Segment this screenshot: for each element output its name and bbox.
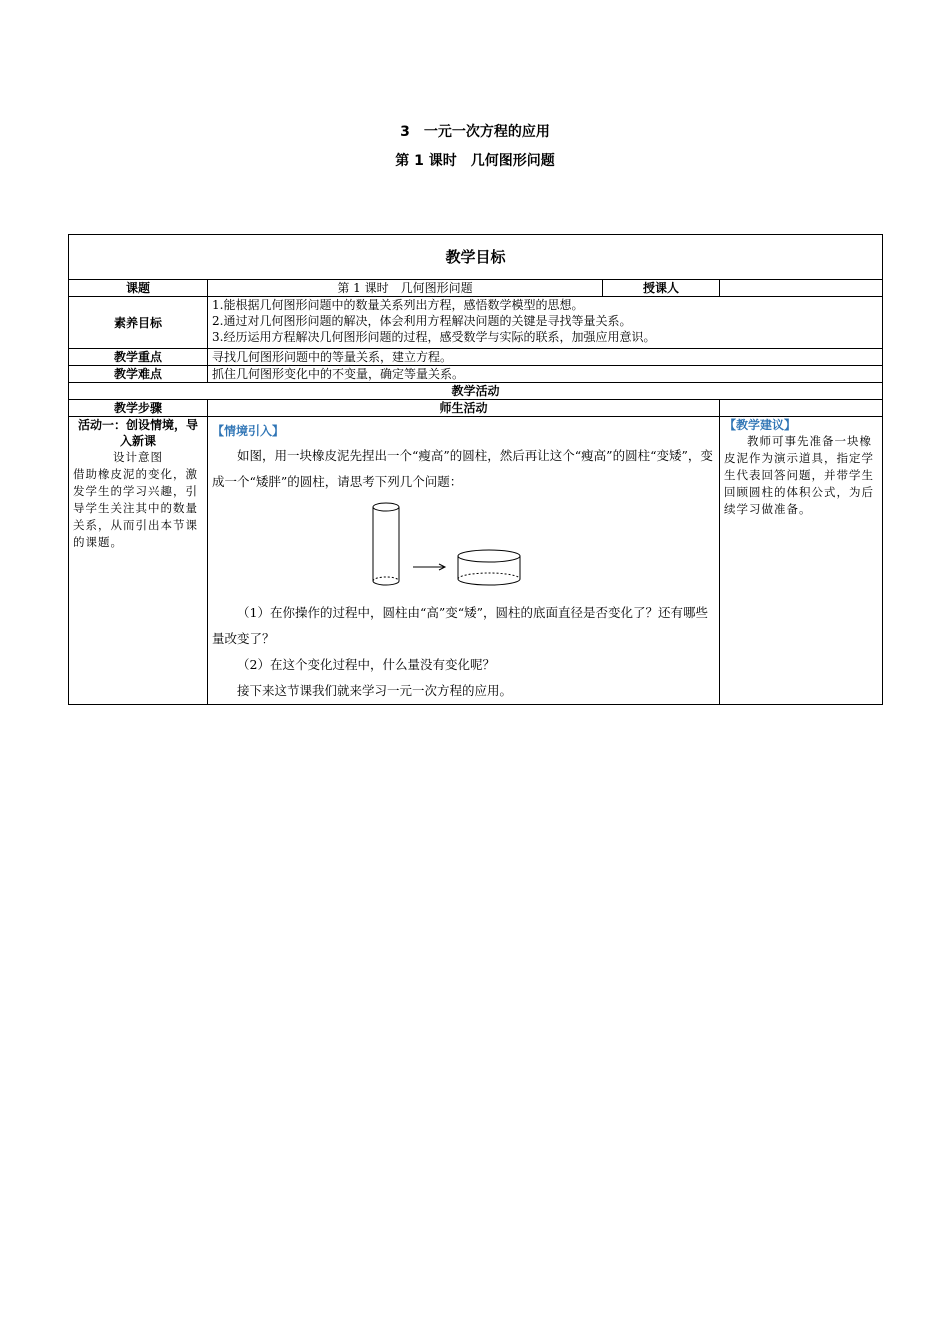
activity-label: 师生活动	[208, 400, 720, 417]
literacy-goals	[208, 297, 883, 349]
short-cylinder-hidden-edge	[458, 573, 520, 579]
steps-label: 教学步骤	[69, 400, 208, 417]
tall-cylinder-bottom	[373, 581, 399, 585]
difficulty-value: 抓住几何图形变化中的不变量，确定等量关系。	[208, 366, 883, 383]
tall-cylinder-hidden-edge	[373, 577, 399, 581]
question-2: （2）在这个变化过程中，什么量没有变化呢？	[237, 657, 495, 672]
topic-label: 课题	[69, 280, 208, 297]
lesson-plan-table	[68, 234, 883, 705]
topic-value: 第 1 课时 几何图形问题	[208, 280, 603, 297]
literacy-goal-item: 1.能根据几何图形问题中的数量关系列出方程，感悟数学模型的思想。	[212, 298, 584, 312]
section-activity-heading: 教学活动	[69, 383, 883, 400]
page-title: 3 一元一次方程的应用	[400, 124, 550, 140]
teacher-label: 授课人	[603, 280, 720, 297]
difficulty-label: 教学难点	[69, 366, 208, 383]
teaching-suggestion-cell	[720, 417, 883, 705]
page-subtitle: 第 1 课时 几何图形问题	[395, 153, 555, 169]
key-point-label: 教学重点	[69, 349, 208, 366]
activity1-steps-cell	[69, 417, 208, 705]
question-1: （1）在你操作的过程中，圆柱由“高”变“矮”，圆柱的底面直径是否变化了？还有哪些量改变了？	[212, 605, 709, 646]
closing-text: 接下来这节课我们就来学习一元一次方程的应用。	[237, 683, 513, 698]
design-intent-label: 设计意图	[113, 450, 163, 464]
intro-tag: 【情境引入】	[212, 424, 285, 438]
key-point-value: 寻找几何图形问题中的等量关系，建立方程。	[208, 349, 883, 366]
literacy-goal-item: 3.经历运用方程解决几何图形问题的过程，感受数学与实际的联系，加强应用意识。	[212, 330, 656, 344]
intro-text: 如图，用一块橡皮泥先捏出一个“瘦高”的圆柱，然后再让这个“瘦高”的圆柱“变矮”，变成一个“矮胖”的圆柱，请思考下列几个问题：	[212, 448, 713, 489]
activity1-content-cell	[208, 417, 720, 705]
cylinder-transform-figure	[372, 501, 542, 596]
short-cylinder-top	[458, 550, 520, 562]
section-goals-heading: 教学目标	[69, 235, 883, 280]
literacy-goal-item: 2.通过对几何图形问题的解决，体会利用方程解决问题的关键是寻找等量关系。	[212, 314, 632, 328]
teacher-value	[720, 280, 883, 297]
activity1-title: 活动一：创设情境，导入新课	[77, 418, 198, 448]
suggestion-tag: 【教学建议】	[724, 418, 797, 432]
suggestion-text: 教师可事先准备一块橡皮泥作为演示道具，指定学生代表回答问题，并带学生回顾圆柱的体积公式，为后续学习做准备。	[724, 434, 874, 516]
tall-cylinder-top	[373, 503, 399, 511]
design-intent-text: 借助橡皮泥的变化，激发学生的学习兴趣，引导学生关注其中的数量关系，从而引出本节课的课题。	[73, 467, 198, 549]
literacy-label: 素养目标	[69, 297, 208, 349]
short-cylinder-bottom	[458, 579, 520, 585]
